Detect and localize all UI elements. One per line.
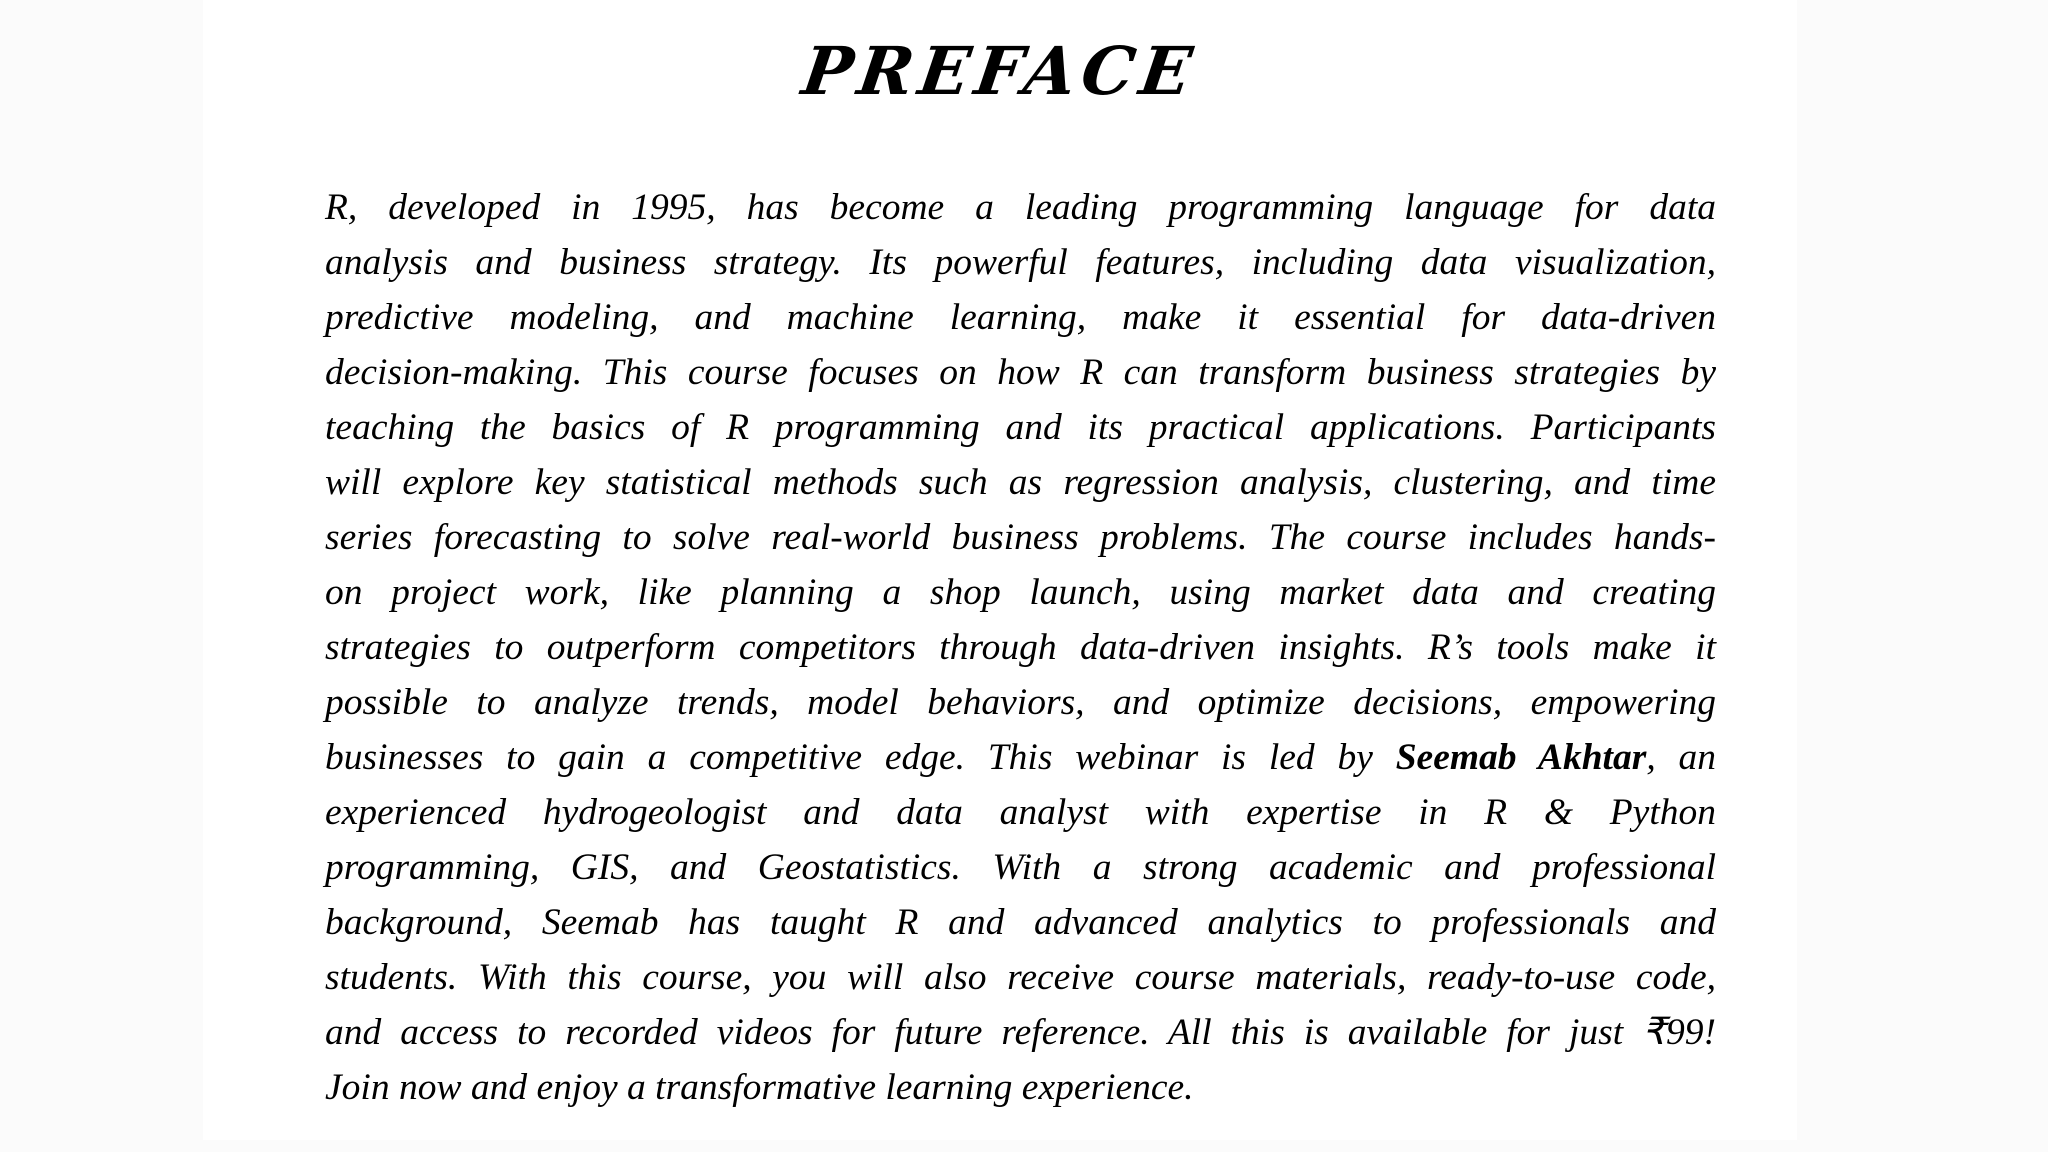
page-title: PREFACE [797, 32, 1203, 110]
paragraph-line: predictive modeling, and machine learning, make it essential for data-driven [325, 297, 1716, 338]
preface-paragraph [325, 180, 1716, 1115]
line-text-before-author: businesses to gain a competitive edge. This webinar is led by [325, 737, 1396, 778]
paragraph-line: teaching the basics of R programming and its practical applications. Participants [325, 407, 1716, 448]
paragraph-line: on project work, like planning a shop launch, using market data and creating [325, 572, 1716, 613]
paragraph-last-line: Join now and enjoy a transformative learning experience. [325, 1067, 1194, 1108]
paragraph-line: R, developed in 1995, has become a leading programming language for data [325, 187, 1716, 228]
paragraph-line: experienced hydrogeologist and data analyst with expertise in R & Python [325, 792, 1716, 833]
paragraph-line: possible to analyze trends, model behaviors, and optimize decisions, empowering [325, 682, 1716, 723]
paragraph-line: analysis and business strategy. Its powerful features, including data visualization, [325, 242, 1716, 283]
paragraph-line: and access to recorded videos for future reference. All this is available for just ₹99! [325, 1012, 1716, 1053]
paragraph-line: background, Seemab has taught R and advanced analytics to professionals and [325, 902, 1716, 943]
author-name: Seemab Akhtar [1395, 737, 1647, 778]
paragraph-line: students. With this course, you will also receive course materials, ready-to-use code, [325, 957, 1716, 998]
document-page [203, 0, 1797, 1140]
paragraph-line: programming, GIS, and Geostatistics. With a strong academic and professional [325, 847, 1716, 888]
line-text-after-author: , an [1646, 737, 1717, 778]
paragraph-line: decision-making. This course focuses on how R can transform business strategies by [325, 352, 1716, 393]
paragraph-line: series forecasting to solve real-world business problems. The course includes hands- [325, 517, 1716, 558]
paragraph-line-with-author [325, 730, 1716, 785]
paragraph-line: strategies to outperform competitors through data-driven insights. R’s tools make it [325, 627, 1716, 668]
paragraph-line: will explore key statistical methods such as regression analysis, clustering, and time [325, 462, 1716, 503]
